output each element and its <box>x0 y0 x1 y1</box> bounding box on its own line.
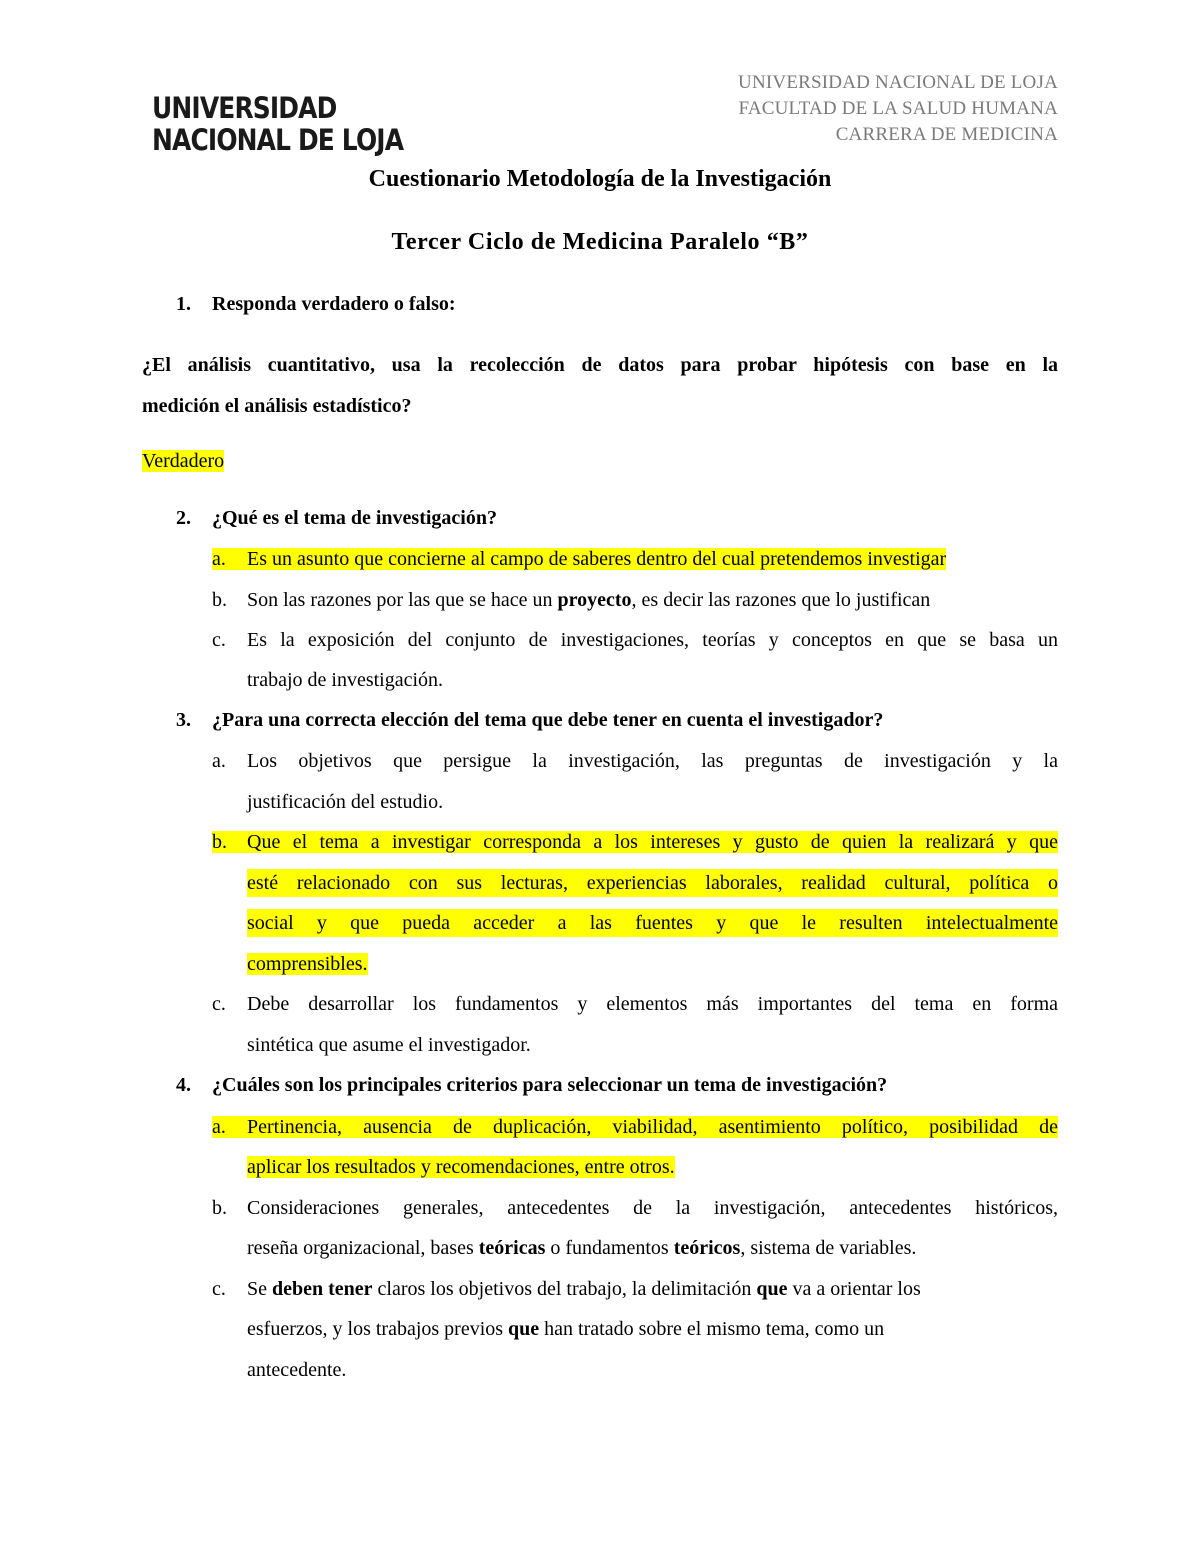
option-text: o fundamentos <box>545 1237 674 1259</box>
q2-option-c <box>212 626 1058 654</box>
option-letter: a. <box>212 548 226 570</box>
logo-line-1: UNIVERSIDAD <box>152 91 337 125</box>
q3-option-a <box>212 747 1058 775</box>
q2-option-c-line-2: trabajo de investigación. <box>247 669 444 691</box>
option-letter: c. <box>212 993 226 1015</box>
q1-answer <box>142 448 1058 474</box>
logo-line-2: NACIONAL DE LOJA <box>152 123 404 157</box>
option-text: Es la exposición del conjunto de investigaciones, teorías y conceptos en que se basa un <box>247 629 1058 651</box>
question-1 <box>142 291 1058 317</box>
q1-statement-line-2: medición el análisis estadístico? <box>142 395 412 417</box>
option-highlight: aplicar los resultados y recomendaciones, entre otros. <box>247 1156 675 1178</box>
question-text: Responda verdadero o falso: <box>212 293 456 315</box>
q4-option-a <box>212 1113 1058 1141</box>
option-text: va a orientar los <box>787 1278 921 1300</box>
logo-wordmark <box>152 92 403 156</box>
question-number: 3. <box>176 709 191 731</box>
question-number: 1. <box>176 293 191 315</box>
q4-option-c-line-3: antecedente. <box>247 1359 347 1381</box>
q4-option-c <box>212 1275 1058 1303</box>
q3-option-b-line-3 <box>247 909 1058 937</box>
question-2 <box>142 505 1058 531</box>
q4-option-c-line-2 <box>247 1315 1058 1343</box>
option-text: esfuerzos, y los trabajos previos <box>247 1318 509 1340</box>
option-highlight <box>212 1116 1058 1138</box>
option-text: , es decir las razones que lo justifican <box>631 589 931 611</box>
question-text: ¿Para una correcta elección del tema que debe tener en cuenta el investigador? <box>212 709 884 731</box>
question-4 <box>142 1072 1058 1098</box>
question-3 <box>142 707 1058 733</box>
option-letter: c. <box>212 1278 226 1300</box>
option-text-bold: teóricas <box>478 1237 546 1259</box>
option-text-bold: deben tener <box>272 1278 373 1300</box>
option-text: Es un asunto que concierne al campo de saberes dentro del cual pretendemos investigar <box>247 548 947 570</box>
q4-option-b <box>212 1194 1058 1222</box>
page-subtitle: Tercer Ciclo de Medicina Paralelo “B” <box>391 229 809 255</box>
option-text: Los objetivos que persigue la investigación, las preguntas de investigación y la <box>247 750 1058 772</box>
option-highlight <box>212 548 946 570</box>
q3-option-b-line-4 <box>247 950 1058 978</box>
option-letter: c. <box>212 629 226 651</box>
q1-statement-line-1: ¿El análisis cuantitativo, usa la recolección de datos para probar hipótesis con base en la <box>142 354 1058 376</box>
option-letter: b. <box>212 831 227 853</box>
answer-highlight: Verdadero <box>142 450 225 472</box>
q4-option-a-line-2 <box>247 1153 1058 1181</box>
option-highlight: social y que pueda acceder a las fuentes y que le resulten intelectualmente <box>247 909 1058 937</box>
option-highlight <box>212 831 1058 853</box>
q3-option-b <box>212 828 1058 856</box>
q2-option-a <box>212 545 1058 573</box>
q3-option-c <box>212 990 1058 1018</box>
option-text: Son las razones por las que se hace un <box>247 589 558 611</box>
option-letter: a. <box>212 1116 226 1138</box>
question-number: 2. <box>176 507 191 529</box>
option-text: Consideraciones generales, antecedentes de la investigación, antecedentes históricos, <box>247 1197 1058 1219</box>
option-text-bold: proyecto <box>557 589 632 611</box>
q3-option-b-line-2 <box>247 869 1058 897</box>
option-text: Pertinencia, ausencia de duplicación, viabilidad, asentimiento político, posibilidad de <box>247 1116 1058 1138</box>
page-title: Cuestionario Metodología de la Investigación <box>368 166 832 192</box>
question-text: ¿Cuáles son los principales criterios para seleccionar un tema de investigación? <box>212 1074 888 1096</box>
q4-option-b-line-2 <box>247 1234 1058 1262</box>
header-career: CARRERA DE MEDICINA <box>835 124 1058 145</box>
option-text: Que el tema a investigar corresponda a los intereses y gusto de quien la realizará y que <box>247 831 1058 853</box>
option-text: reseña organizacional, bases <box>247 1237 479 1259</box>
option-text: , sistema de variables. <box>740 1237 917 1259</box>
option-highlight: comprensibles. <box>247 953 368 975</box>
header-faculty: FACULTAD DE LA SALUD HUMANA <box>738 98 1058 119</box>
institution-header <box>738 70 1058 148</box>
option-text-bold: que <box>756 1278 788 1300</box>
q3-option-c-line-2: sintética que asume el investigador. <box>247 1034 531 1056</box>
option-text-bold: que <box>508 1318 540 1340</box>
option-letter: a. <box>212 750 226 772</box>
q3-option-a-line-2: justificación del estudio. <box>247 791 444 813</box>
header-university: UNIVERSIDAD NACIONAL DE LOJA <box>738 72 1058 93</box>
option-letter: b. <box>212 589 227 611</box>
option-text: Debe desarrollar los fundamentos y elementos más importantes del tema en forma <box>247 993 1058 1015</box>
option-text-bold: teóricos <box>673 1237 741 1259</box>
question-number: 4. <box>176 1074 191 1096</box>
university-logo <box>136 86 426 162</box>
option-text: han tratado sobre el mismo tema, como un <box>539 1318 885 1340</box>
option-highlight: esté relacionado con sus lecturas, experiencias laborales, realidad cultural, política o <box>247 869 1058 897</box>
option-text: Se <box>247 1278 272 1300</box>
question-text: ¿Qué es el tema de investigación? <box>212 507 497 529</box>
q2-option-b <box>212 586 1058 614</box>
option-letter: b. <box>212 1197 227 1219</box>
option-text: claros los objetivos del trabajo, la delimitación <box>372 1278 757 1300</box>
